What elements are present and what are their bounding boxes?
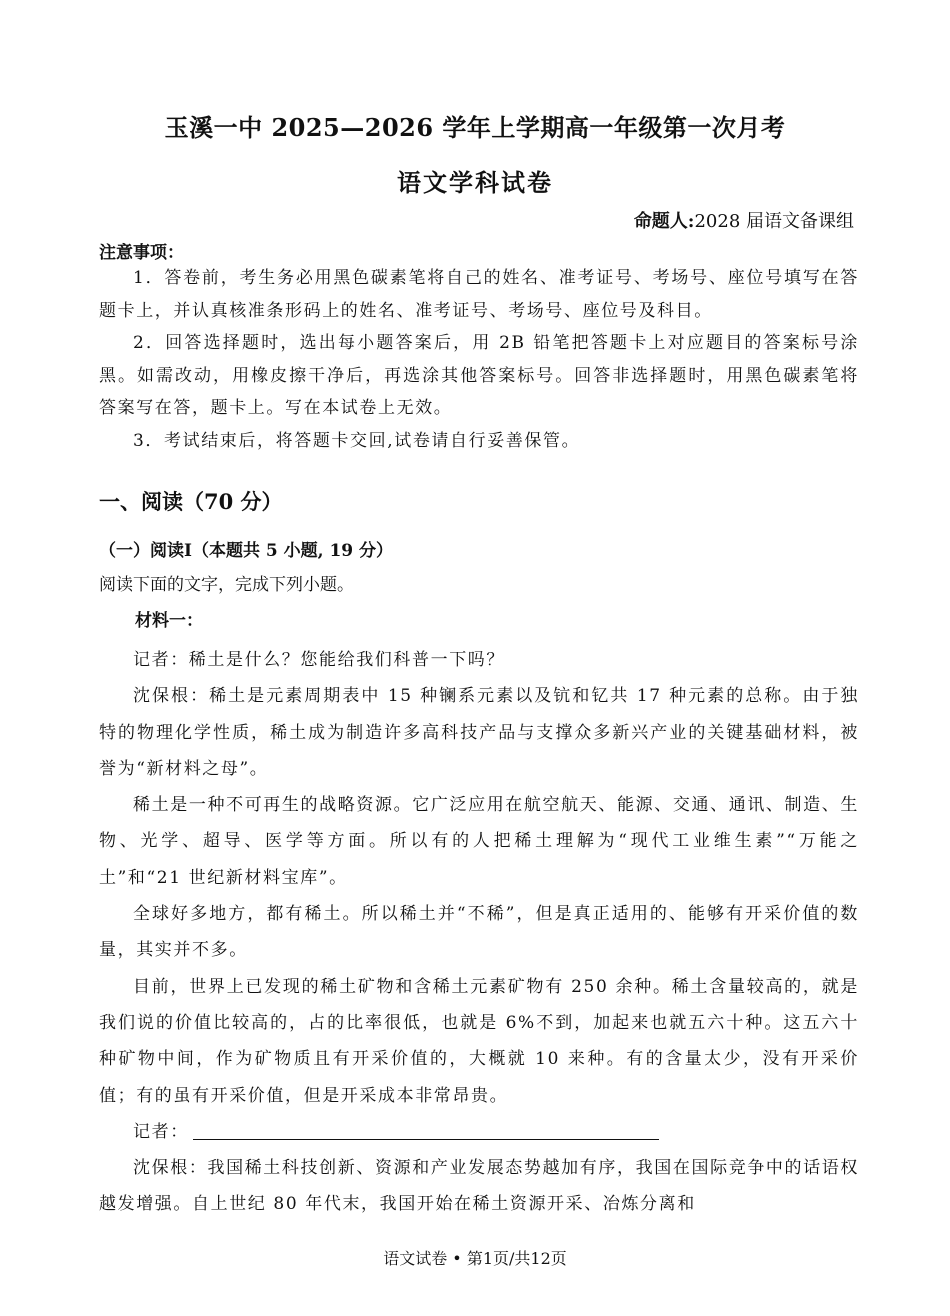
notice-list (99, 262, 859, 457)
notice-heading: 注意事项： (99, 243, 184, 263)
author-label: 命题人: (633, 211, 695, 232)
reporter-blank-line (99, 1114, 859, 1150)
page-footer: 语文试卷 • 第1页/共12页 (383, 1249, 567, 1268)
paragraph: 稀土是一种不可再生的战略资源。它广泛应用在航空航天、能源、交通、通讯、制造、生物、光学、超导、医学等方面。所以有的人把稀土理解为“现代工业维生素”“万能之土”和“21 世纪新材料宝库”。 (99, 795, 859, 888)
reading-instruction: 阅读下面的文字，完成下列小题。 (99, 575, 354, 595)
notice-item: 3．考试结束后，将答题卡交回,试卷请自行妥善保管。 (133, 430, 581, 451)
notice-item: 2．回答选择题时，选出每小题答案后，用 2B 铅笔把答题卡上对应题目的答案标号涂黑。如需改动，用橡皮擦干净后，再选涂其他答案标号。回答非选择题时，用黑色碳素笔将答案写在答，题卡上。写在本试卷上无效。 (99, 333, 859, 418)
exam-subject-title: 语文学科试卷 (397, 168, 553, 197)
notice-item: 1．答卷前，考生务必用黑色碳素笔将自己的姓名、准考证号、考场号、座位号填写在答题卡上，并认真核准条形码上的姓名、准考证号、考场号、座位号及科目。 (99, 268, 859, 321)
material-text (99, 642, 859, 1223)
section-heading: 一、阅读（70 分） (99, 489, 283, 514)
reporter-label: 记者： (133, 1121, 189, 1142)
material-heading: 材料一： (135, 611, 203, 631)
paragraph: 目前，世界上已发现的稀土矿物和含稀土元素矿物有 250 余种。稀土含量较高的，就是我们说的价值比较高的，占的比率很低，也就是 6%不到，加起来也就五六十种。这五六十种矿物中间，作为矿物质且有开采价值的，大概就 10 来种。有的含量太少，没有开采价值；有的虽有开采价值，但是开采成本非常昂贵。 (99, 976, 859, 1106)
paragraph: 记者：稀土是什么？您能给我们科普一下吗？ (133, 650, 505, 670)
answer-blank (193, 1138, 659, 1140)
paragraph: 沈保根：稀土是元素周期表中 15 种镧系元素以及钪和钇共 17 种元素的总称。由于独特的物理化学性质，稀土成为制造许多高科技产品与支撑众多新兴产业的关键基础材料，被誉为“新材料之母”。 (99, 686, 859, 779)
paragraph: 全球好多地方，都有稀土。所以稀土并“不稀”，但是真正适用的、能够有开采价值的数量，其实并不多。 (99, 904, 859, 961)
exam-title: 玉溪一中 2025—2026 学年上学期高一年级第一次月考 (164, 113, 786, 142)
paragraph: 沈保根：我国稀土科技创新、资源和产业发展态势越加有序，我国在国际竞争中的话语权越发增强。自上世纪 80 年代末，我国开始在稀土资源开采、冶炼分离和 (99, 1158, 859, 1215)
author-line (634, 207, 854, 233)
subsection-heading: （一）阅读Ⅰ（本题共 5 小题, 19 分） (99, 541, 394, 561)
author-value: 2028 届语文备课组 (694, 211, 854, 232)
